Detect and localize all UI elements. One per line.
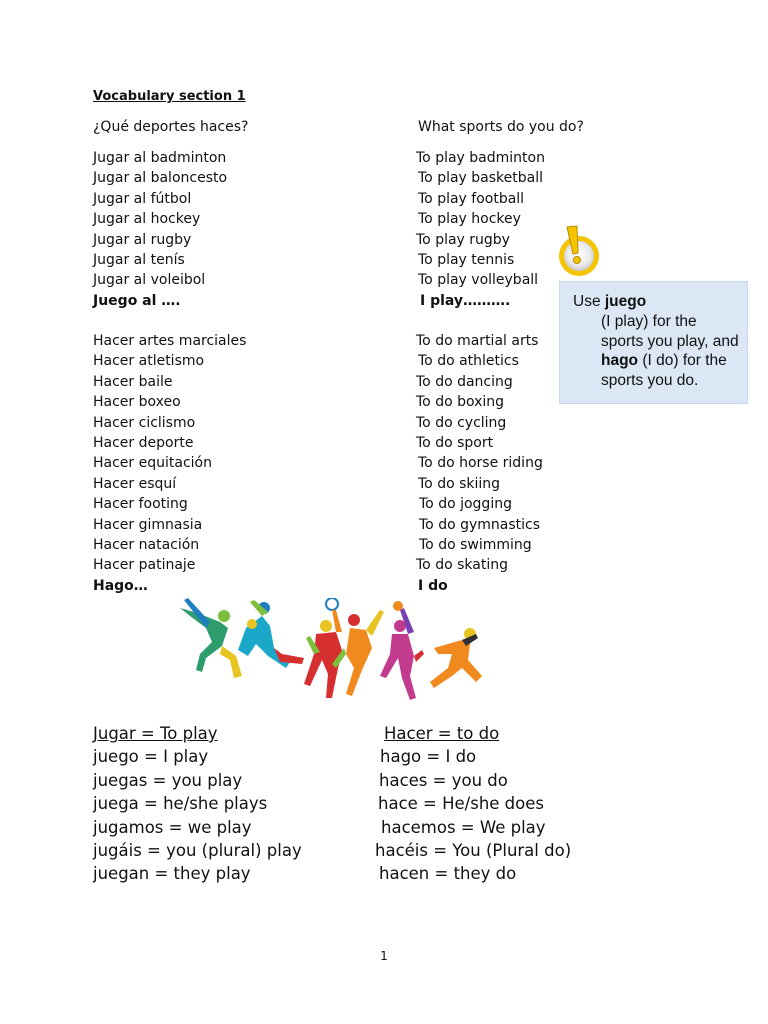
vocab-summary: Hago… (93, 577, 148, 594)
conjugation-row: jugamos = we play (93, 817, 252, 837)
vocab-item: Jugar al rugby (93, 231, 192, 248)
vocab-item: Jugar al badminton (93, 150, 227, 166)
conjugation-row: juega = he/she plays (93, 794, 268, 814)
vocab-translation: To do horse riding (418, 455, 543, 472)
vocab-summary: I play………. (420, 292, 511, 309)
vocab-item: Jugar al fútbol (93, 190, 192, 207)
vocab-translation: To do boxing (416, 394, 505, 411)
vocab-item: Hacer atletismo (93, 353, 205, 370)
vocab-translation: To play tennis (418, 251, 515, 268)
vocab-translation: To play hockey (418, 211, 521, 228)
vocab-item: Hacer equitación (93, 455, 212, 472)
hacer-spanish-column (93, 331, 246, 596)
conjugation-row: jugáis = you (plural) play (93, 840, 302, 860)
question-spanish: ¿Qué deportes haces? (93, 119, 249, 135)
conjugation-row: juegan = they play (93, 864, 251, 884)
athlete-figure (380, 601, 424, 700)
vocab-summary: Juego al …. (93, 292, 181, 309)
vocab-item: Jugar al tenís (93, 251, 185, 268)
hacer-english-column (416, 331, 543, 596)
athlete-figure (430, 628, 482, 688)
vocab-translation: To play badminton (416, 150, 545, 166)
conjugation-row: hacemos = We play (381, 817, 546, 837)
vocab-translation: To do cycling (416, 414, 507, 431)
vocab-translation: To do jogging (419, 496, 512, 513)
vocab-translation: To do swimming (419, 536, 532, 553)
callout-keyword-hago: hago (601, 352, 639, 369)
question-english: What sports do you do? (418, 119, 584, 135)
vocab-item: Jugar al baloncesto (93, 170, 228, 187)
vocab-translation: To play basketball (418, 170, 543, 187)
conjugation-row: haces = you do (379, 770, 508, 790)
athlete-figure (238, 600, 304, 668)
vocab-item: Hacer esquí (93, 475, 177, 492)
conjugation-row: hace = He/she does (378, 794, 544, 814)
vocab-translation: To play football (418, 190, 525, 207)
vocab-translation: To do martial arts (416, 333, 539, 349)
vocab-item: Hacer baile (93, 373, 173, 390)
jugar-conjugation (93, 722, 302, 886)
vocab-item: Hacer deporte (93, 434, 194, 451)
vocab-item: Hacer patinaje (93, 557, 196, 574)
vocab-item: Hacer boxeo (93, 394, 181, 411)
callout-body: (I play) for the sports you play, and hago (I do) for the sports you do. (601, 313, 739, 389)
vocab-translation: To play rugby (416, 231, 510, 248)
jugar-spanish-column (93, 148, 227, 311)
page-number: 1 (380, 949, 388, 963)
conjugation-row: hacéis = You (Plural do) (375, 840, 572, 860)
sports-silhouettes-illustration (176, 598, 492, 704)
vocab-translation: To play volleyball (418, 272, 539, 289)
vocab-item: Hacer natación (93, 536, 200, 553)
vocab-item: Jugar al voleibol (93, 272, 206, 289)
conjugation-heading: Hacer = to do (384, 724, 500, 743)
exclamation-bulb-icon (551, 223, 607, 279)
vocab-translation: To do athletics (418, 353, 519, 370)
vocab-item: Hacer footing (93, 496, 188, 513)
athlete-figure (180, 598, 242, 678)
conjugation-row: hago = I do (380, 747, 477, 767)
conjugation-row: hacen = they do (379, 864, 517, 884)
callout-line-1: Use juego (573, 293, 647, 310)
conjugation-heading: Jugar = To play (93, 724, 218, 743)
vocab-item: Hacer ciclismo (93, 414, 196, 431)
vocabulary-heading: Vocabulary section 1 (93, 89, 246, 104)
vocab-translation: To do skating (416, 557, 508, 574)
vocab-translation: To do sport (416, 434, 494, 451)
vocab-item: Hacer gimnasia (93, 516, 203, 533)
athlete-figure (304, 598, 342, 698)
jugar-english-column (416, 148, 545, 311)
conjugation-row: juegas = you play (93, 770, 243, 790)
conjugation-row: juego = I play (93, 747, 209, 767)
hacer-conjugation (375, 722, 571, 886)
vocab-translation: To do gymnastics (419, 516, 541, 533)
vocab-translation: To do skiing (418, 475, 501, 492)
vocab-summary: I do (418, 577, 448, 594)
vocab-item: Jugar al hockey (93, 211, 201, 228)
vocab-translation: To do dancing (416, 373, 513, 390)
tip-callout (559, 281, 748, 404)
vocab-item: Hacer artes marciales (93, 333, 247, 349)
callout-keyword-juego: juego (604, 293, 647, 310)
